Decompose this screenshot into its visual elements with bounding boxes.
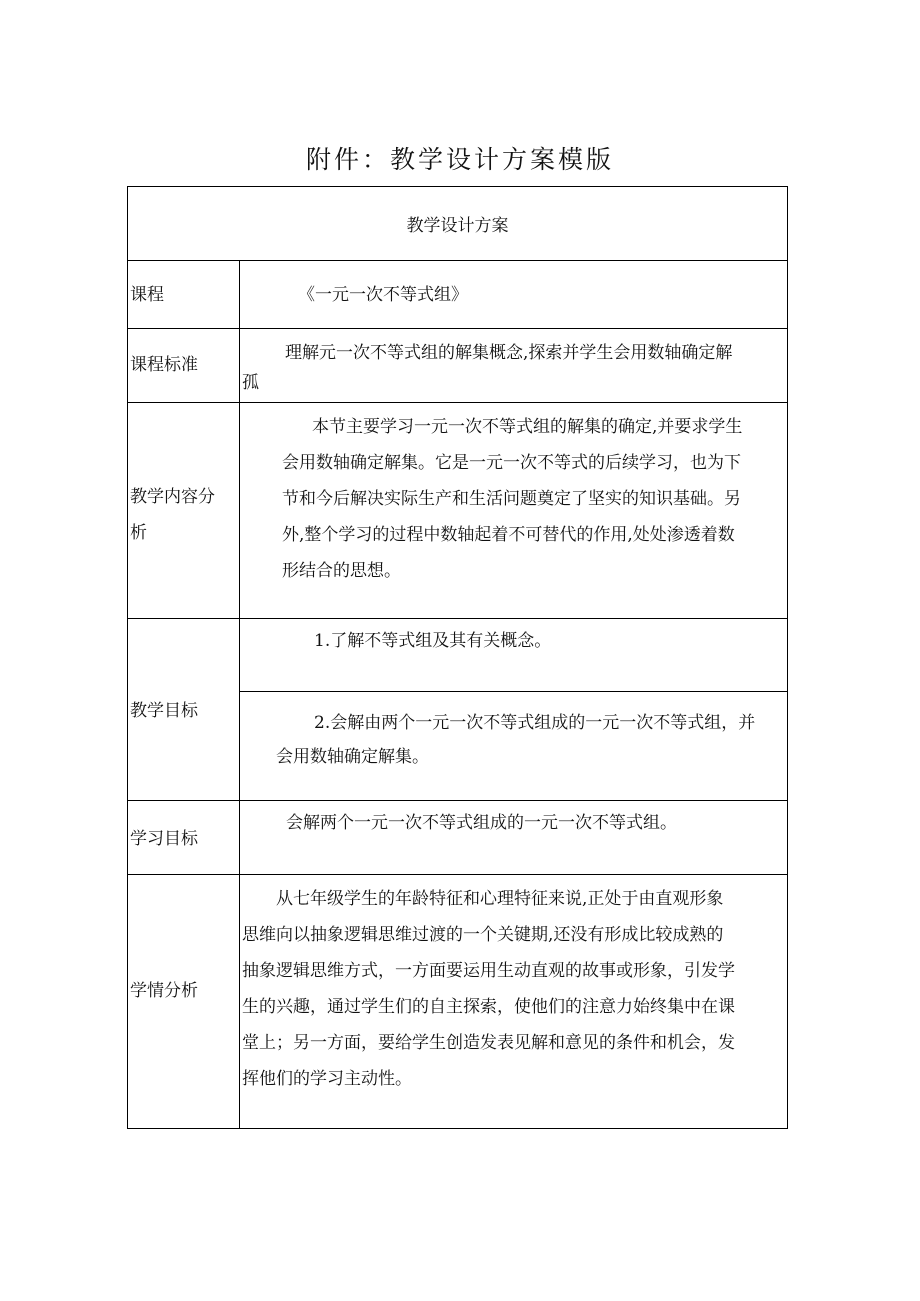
table-header-row bbox=[128, 187, 787, 261]
table-row-course bbox=[128, 261, 787, 329]
row-label-course: 课程 bbox=[128, 261, 240, 328]
lesson-plan-table bbox=[127, 186, 788, 1129]
row-content-standard: 理解元一次不等式组的解集概念,探索并学生会用数轴确定解 孤 bbox=[242, 343, 733, 393]
row-label-content-analysis: 教学内容分 析 bbox=[128, 403, 240, 618]
row-label-teaching-goals: 教学目标 bbox=[128, 619, 240, 800]
row-content-learning-goals: 会解两个一元一次不等式组成的一元一次不等式组。 bbox=[286, 813, 677, 833]
teaching-goals-divider bbox=[240, 691, 787, 692]
row-content-learner-analysis: 从七年级学生的年龄特征和心理特征来说,正处于由直观形象 思维向以抽象逻辑思维过渡的一个关键期,还没有形成比较成熟的 抽象逻辑思维方式，一方面要运用生动直观的故事或形象，引发学 生的兴趣，通过学生们的自主探索，使他们的注意力始终集中在课 堂上；另一方面，要给学生创造发表见解和意见的条件和机会，发 挥他们的学习主动性。 bbox=[242, 889, 735, 1089]
row-label-learning-goals: 学习目标 bbox=[128, 801, 240, 874]
table-row-standard bbox=[128, 329, 787, 403]
table-row-content-analysis bbox=[128, 403, 787, 619]
table-row-learner-analysis bbox=[128, 875, 787, 1128]
row-content-course: 《一元一次不等式组》 bbox=[298, 285, 468, 305]
row-label-learner-analysis: 学情分析 bbox=[128, 875, 240, 1128]
table-row-teaching-goals bbox=[128, 619, 787, 801]
table-header: 教学设计方案 bbox=[406, 216, 509, 236]
row-content-teaching-goals: 1.了解不等式组及其有关概念。 2.会解由两个一元一次不等式组成的一元一次不等式组，并 会用数轴确定解集。 bbox=[276, 631, 756, 767]
table-row-learning-goals bbox=[128, 801, 787, 875]
document-title: 附件：教学设计方案模版 bbox=[305, 145, 614, 174]
row-content-content-analysis: 本节主要学习一元一次不等式组的解集的确定,并要求学生 会用数轴确定解集。它是一元一次不等式的后续学习，也为下 节和今后解决实际生产和生活问题奠定了坚实的知识基础。另 外,整个学习的过程中数轴起着不可替代的作用,处处渗透着数 形结合的思想。 bbox=[282, 417, 743, 581]
row-label-standard: 课程标准 bbox=[128, 329, 240, 402]
